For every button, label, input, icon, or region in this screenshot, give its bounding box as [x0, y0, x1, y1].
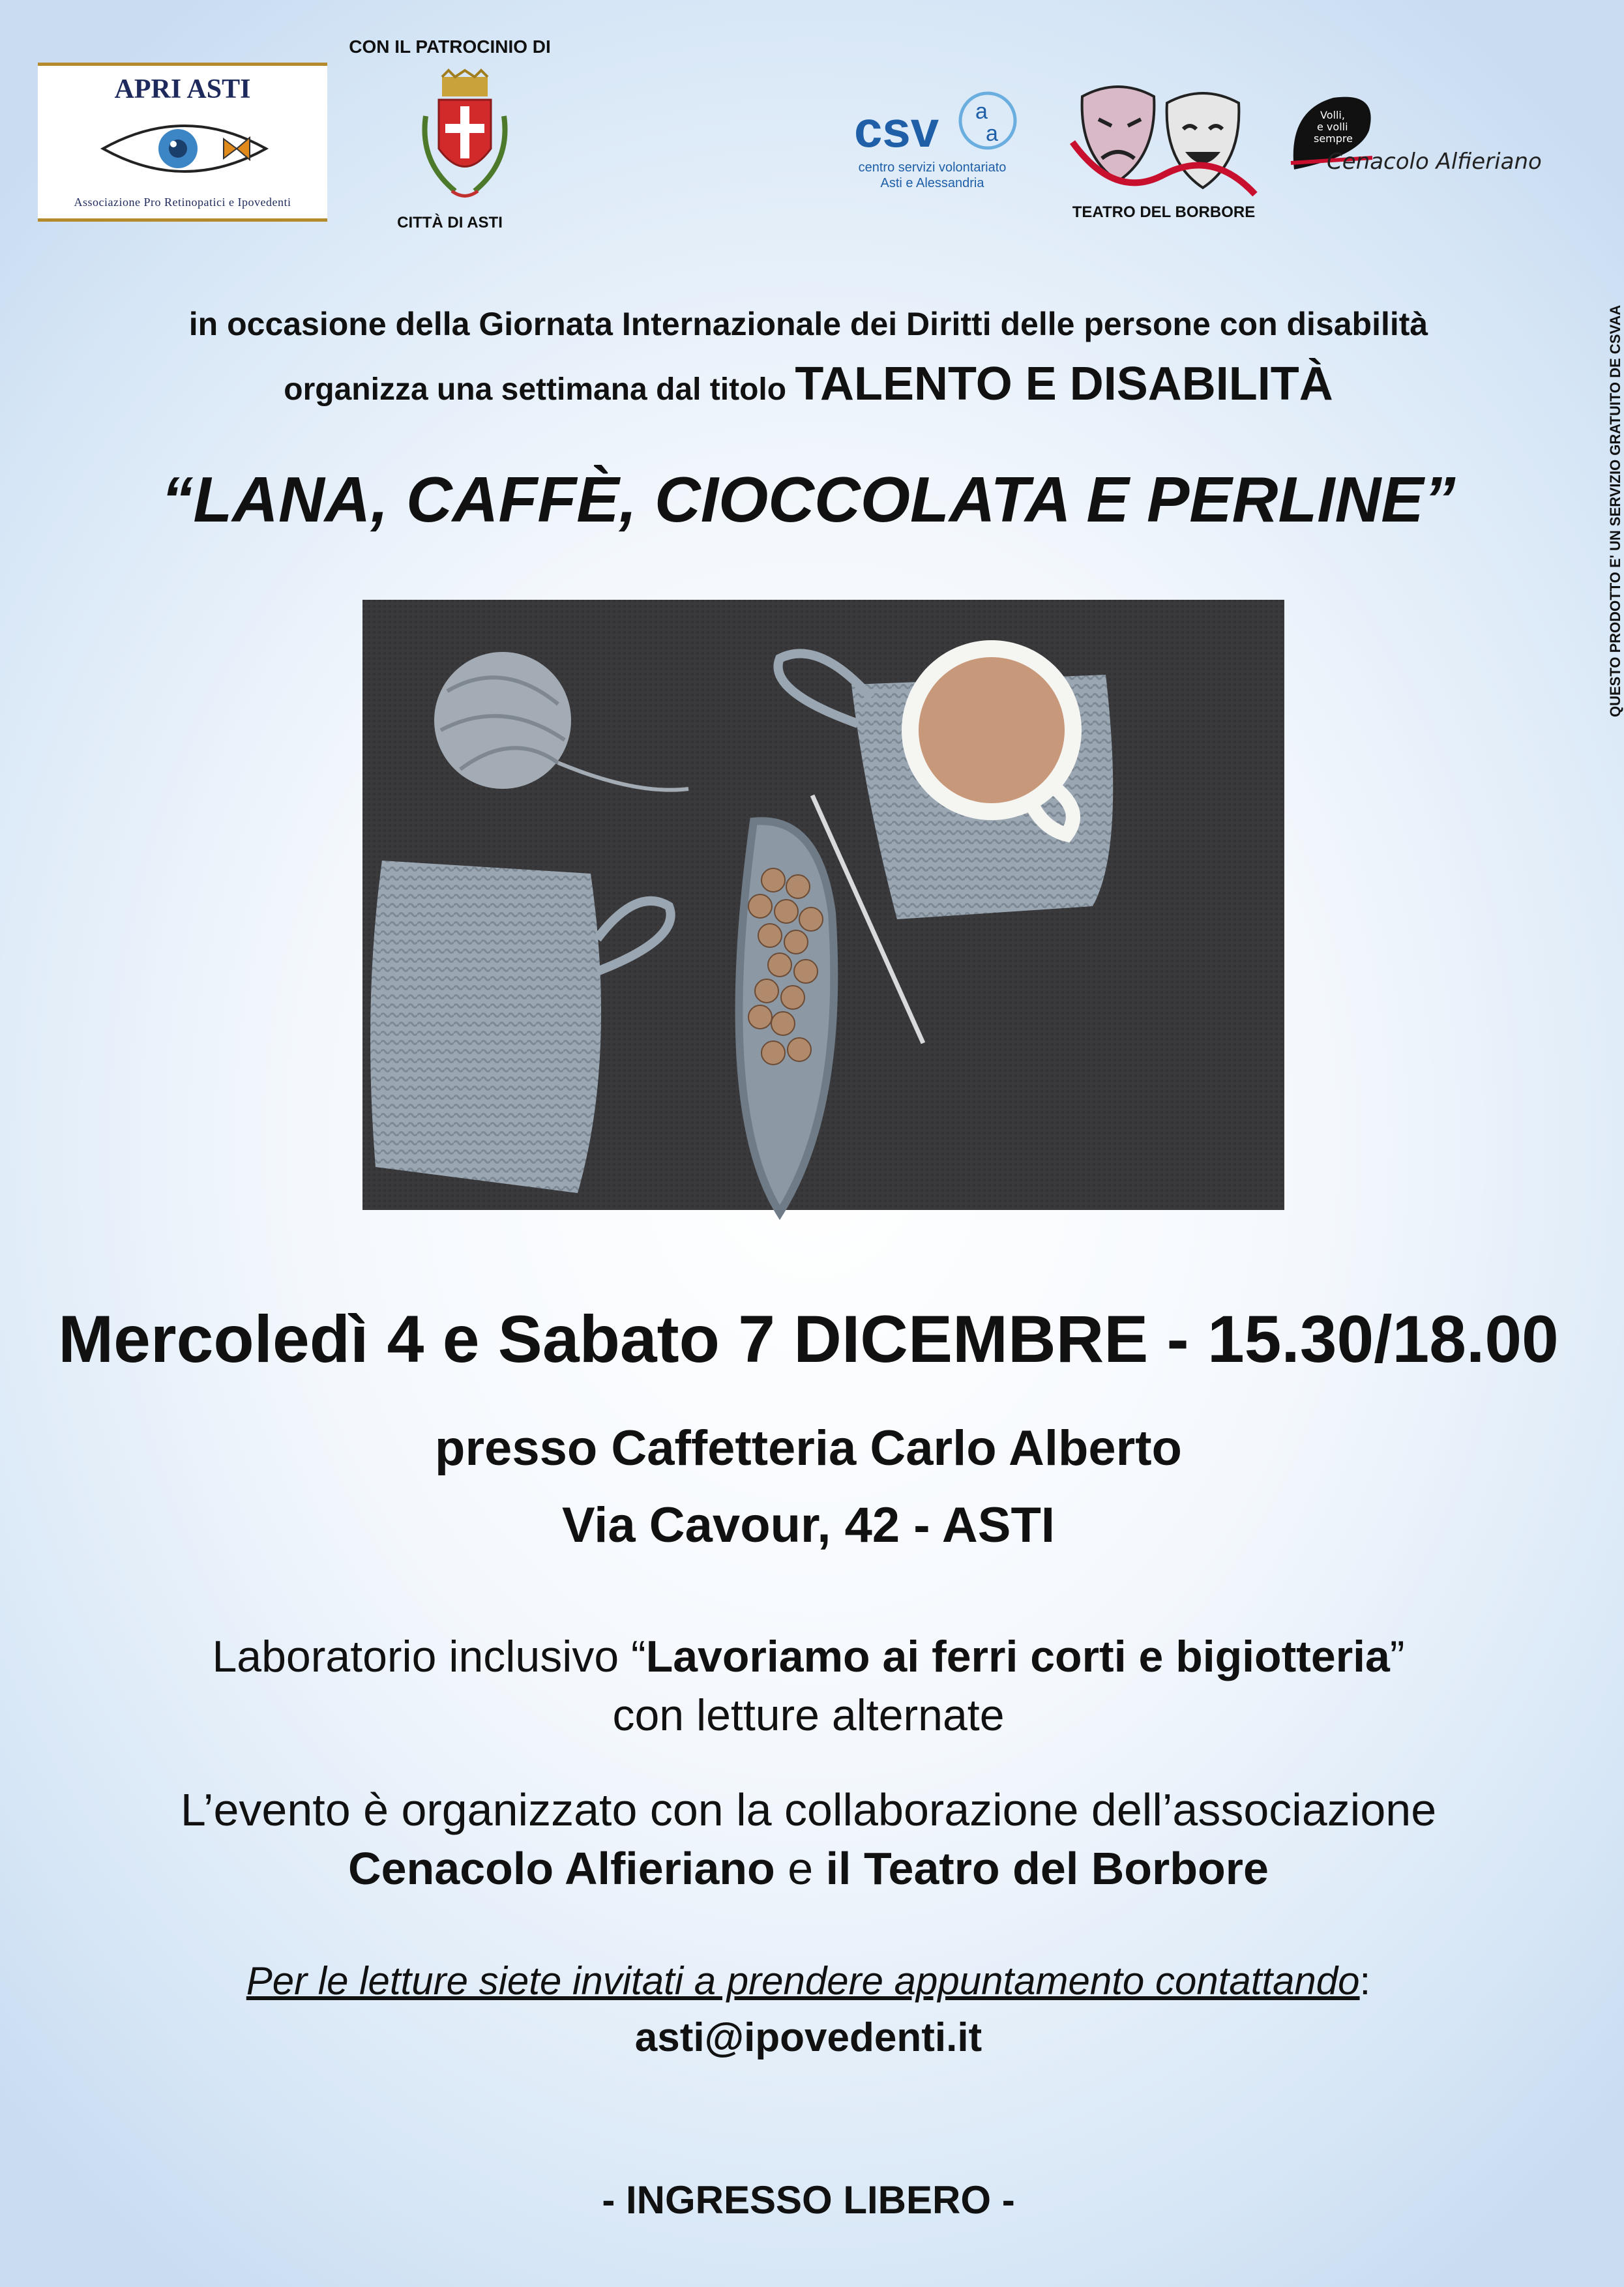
contact-email[interactable]: asti@ipovedenti.it [634, 2015, 982, 2060]
lab-line-2: con letture alternate [612, 1690, 1005, 1740]
cenacolo-badge-text-2: e volli [1317, 121, 1348, 133]
cenacolo-badge-text-3: sempre [1314, 132, 1353, 145]
csv-logo [841, 85, 1024, 191]
intro-line-1: in occasione della Giornata Internazionale dei Diritti delle persone con disabilità [188, 306, 1428, 342]
lab-name: Lavoriamo ai ferri corti e bigiotteria [645, 1632, 1390, 1681]
citta-di-asti-label: CITTÀ DI ASTI [397, 214, 503, 231]
collab-conj: e [775, 1843, 826, 1894]
csv-badge-icon [841, 85, 1024, 156]
eye-icon [96, 113, 273, 184]
event-address: Via Cavour, 42 - ASTI [561, 1498, 1056, 1553]
cenacolo-alfieriano-label: Cenacolo Alfieriano [1327, 149, 1542, 175]
contact-colon: : [1359, 1959, 1371, 2003]
collab-line-1: L’evento è organizzato con la collaborazione dell’associazione [180, 1784, 1437, 1835]
teatro-del-borbore-label: TEATRO DEL BORBORE [1072, 203, 1256, 221]
ingresso-libero: - INGRESSO LIBERO - [602, 2178, 1015, 2222]
theatre-masks-icon [1069, 77, 1258, 201]
apri-asti-logo [38, 63, 327, 222]
contact-line [0, 1958, 1617, 2003]
svg-text:csv: csv [854, 100, 939, 158]
side-note: QUESTO PRODOTTO E' UN SERVIZIO GRATUITO DE CSVAA [1607, 304, 1623, 717]
collab-name-1: Cenacolo Alfieriano [348, 1843, 775, 1894]
lab-line-1 [0, 1631, 1617, 1682]
apri-asti-title: APRI ASTI [114, 74, 251, 104]
csv-subtitle-1: centro servizi volontariato [858, 160, 1007, 175]
svg-text:a: a [975, 99, 988, 124]
contact-text: Per le letture siete invitati a prendere appuntamento contattando [246, 1959, 1360, 2003]
csv-subtitle-2: Asti e Alessandria [880, 176, 984, 190]
cenacolo-badge-text-1: Volli, [1320, 109, 1345, 121]
knitting-coffee-photo [362, 600, 1284, 1210]
intro-line-2-prefix: organizza una settimana dal titolo [284, 372, 795, 407]
lab-prefix: Laboratorio inclusivo “ [212, 1632, 646, 1681]
lab-suffix: ” [1389, 1632, 1405, 1681]
intro-line-2 [0, 357, 1617, 411]
collab-line-2 [0, 1842, 1617, 1895]
event-title: “LANA, CAFFÈ, CIOCCOLATA E PERLINE” [161, 464, 1456, 535]
svg-text:a: a [986, 121, 998, 146]
collab-name-2: il Teatro del Borbore [825, 1843, 1269, 1894]
intro-highlight: TALENTO E DISABILITÀ [795, 358, 1333, 410]
patrocinio-label: CON IL PATROCINIO DI [349, 37, 551, 57]
event-place: presso Caffetteria Carlo Alberto [435, 1421, 1182, 1476]
event-date: Mercoledì 4 e Sabato 7 DICEMBRE - 15.30/18.00 [58, 1302, 1559, 1376]
apri-asti-subtitle: Associazione Pro Retinopatici e Ipovedenti [74, 196, 291, 209]
city-crest-icon [416, 70, 514, 211]
